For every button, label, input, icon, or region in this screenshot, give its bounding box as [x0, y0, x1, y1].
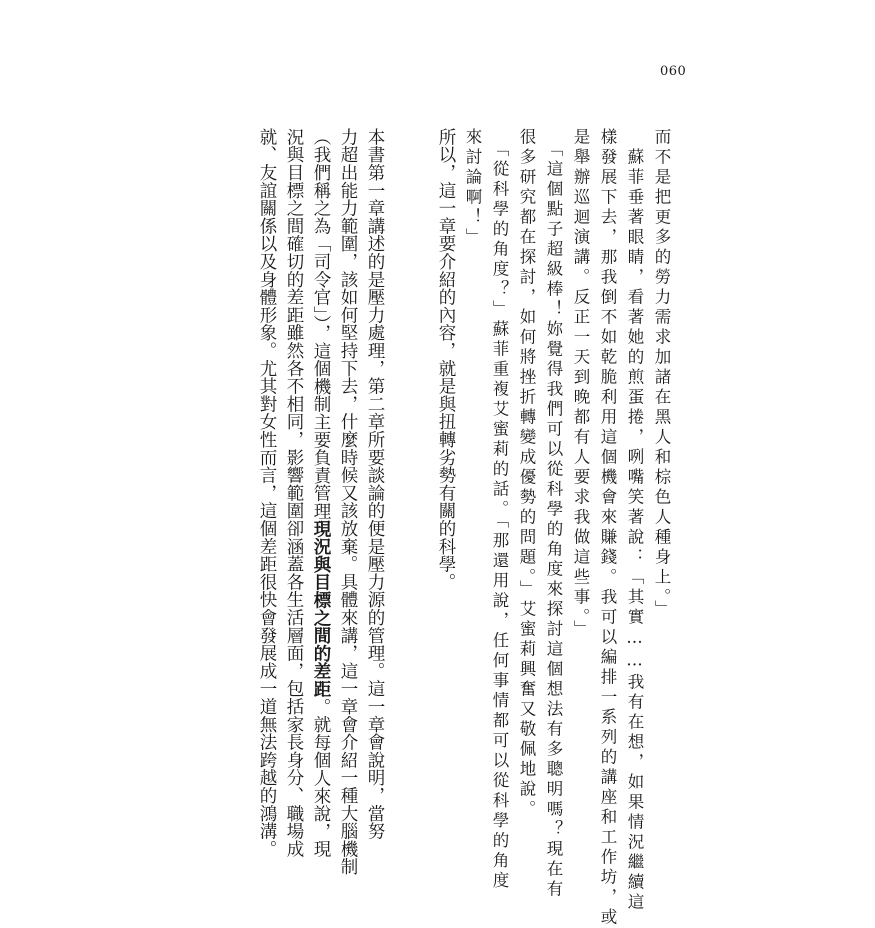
body-column-3: 力超出能力範圍，該如何堅持下去，什麼時候又該放棄。具體來講，這一章會介紹一種大腦機制	[338, 128, 358, 876]
body-column-4-part-a: （我們稱之為「司令官」），這個機制主要負責管理	[311, 128, 331, 520]
emphasized-phrase: 現況與目標之間的差距	[311, 519, 331, 698]
body-column-4-part-c: 。就每個人來說，現	[311, 697, 331, 859]
dialogue-column-6: 很多研究都在探討，如何將挫折轉變成優勢的問題。」艾蜜莉興奮又敬佩地說。	[517, 128, 536, 820]
dialogue-column-2: 蘇菲垂著眼睛，看著她的煎蛋捲，咧嘴笑著說：「其實……我有在想，如果情況繼續這	[625, 128, 644, 913]
dialogue-column-7: 「從科學的角度？」蘇菲重複艾蜜莉的話。「那還用說，任何事情都可以從科學的角度	[490, 128, 509, 892]
dialogue-column-5: 「這個點子超級棒！妳覺得我們可以從科學的角度來探討這個想法有多聰明嗎？現在有	[544, 128, 563, 900]
dialogue-column-1: 而不是把更多的勞力需求加諸在黑人和棕色人種身上。」	[652, 128, 671, 620]
body-column-5: 況與目標之間確切的差距雖然各不相同，影響範圍卻涵蓋各生活層面，包括家長身分、職場成	[284, 128, 304, 858]
body-column-2: 本書第一章講述的是壓力處理，第二章所要談論的便是壓力源的管理。這一章會說明，當努	[365, 128, 385, 840]
body-column-1: 所以，這一章要介紹的內容，就是與扭轉劣勢有關的科學。	[436, 128, 456, 591]
vertical-text-body	[253, 128, 675, 928]
dialogue-column-3: 樣發展下去，那我倒不如乾脆利用這個機會來賺錢。我可以編排一系列的講座和工作坊，或	[598, 128, 617, 928]
body-column-4	[307, 128, 334, 859]
dialogue-column-4: 是舉辦巡迴演講。反正一天到晚都有人要求我做這些事。」	[571, 128, 590, 640]
page-number: 060	[660, 64, 687, 79]
dialogue-column-8: 來討論啊！」	[463, 128, 482, 248]
body-column-6: 就、友誼關係以及身體形象。尤其對女性而言，這個差距很快會發展成一道無法跨越的鴻溝。	[257, 128, 277, 858]
